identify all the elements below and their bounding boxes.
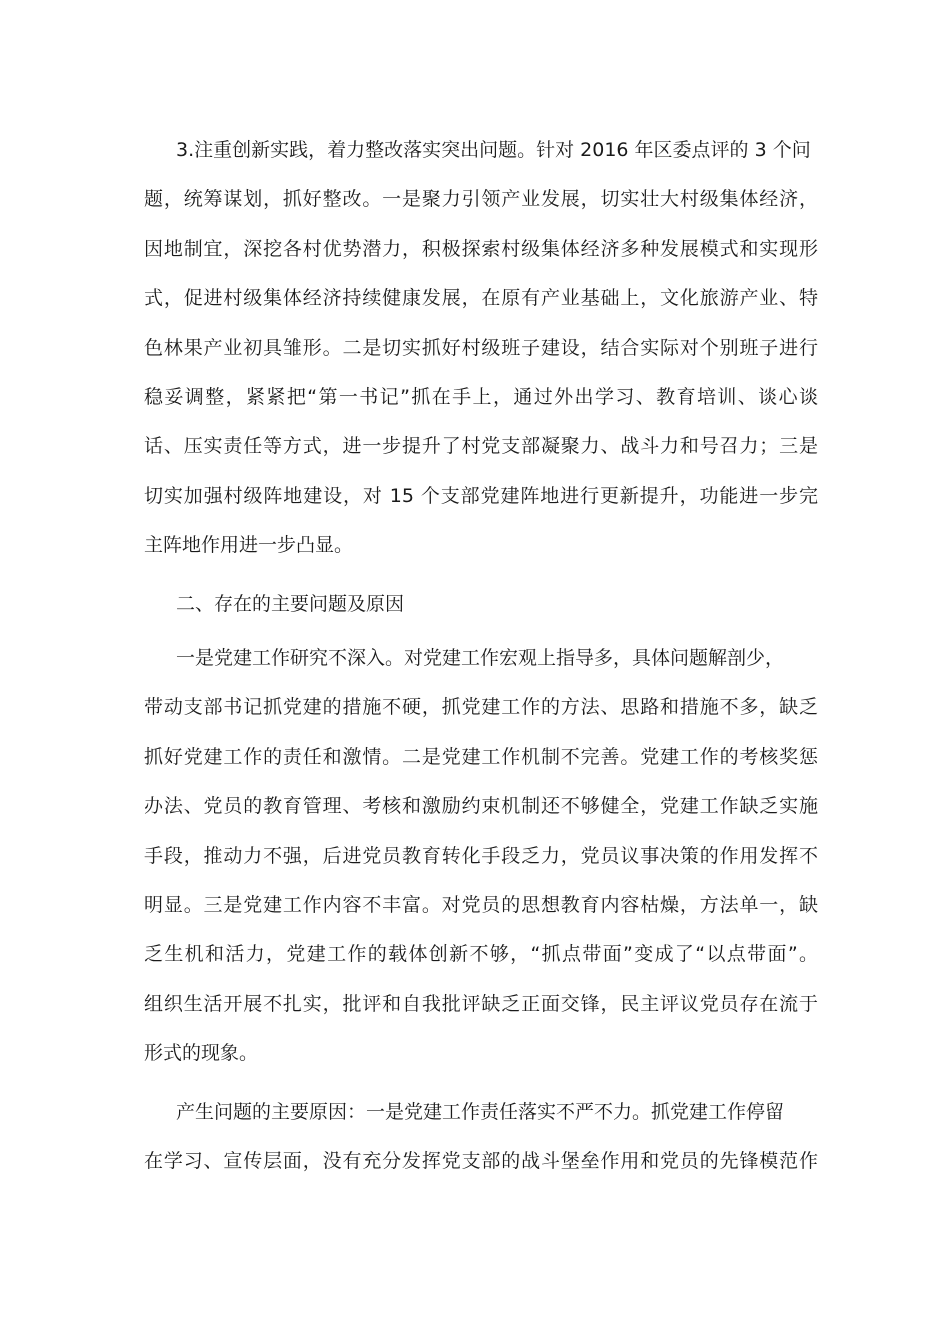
paragraph-line: 办法、党员的教育管理、考核和激励约束机制还不够健全，党建工作缺乏实施 — [144, 795, 818, 818]
paragraph-3 — [144, 634, 818, 1079]
paragraph-line: 话、压实责任等方式，进一步提升了村党支部凝聚力、战斗力和号召力；三是 — [144, 435, 818, 458]
paragraph-line: 主阵地作用进一步凸显。 — [144, 534, 354, 557]
paragraph-line: 稳妥调整，紧紧把“第一书记”抓在手上，通过外出学习、教育培训、谈心谈 — [144, 385, 818, 408]
paragraph-line: 色林果产业初具雏形。二是切实抓好村级班子建设，结合实际对个别班子进行 — [144, 336, 818, 359]
paragraph-line: 题，统筹谋划，抓好整改。一是聚力引领产业发展，切实壮大村级集体经济， — [144, 188, 818, 211]
paragraph-line: 一是党建工作研究不深入。对党建工作宏观上指导多，具体问题解剖少， — [176, 647, 785, 669]
paragraph-line: 抓好党建工作的责任和激情。二是党建工作机制不完善。党建工作的考核奖惩 — [144, 745, 818, 768]
paragraph-4 — [144, 1088, 818, 1187]
paragraph-line: 形式的现象。 — [144, 1042, 259, 1065]
paragraph-line: 3.注重创新实践，着力整改落实突出问题。针对 2016 年区委点评的 3 个问 — [176, 139, 811, 161]
paragraph-line: 明显。三是党建工作内容不丰富。对党员的思想教育内容枯燥，方法单一，缺 — [144, 893, 818, 916]
section-heading — [144, 580, 818, 629]
paragraph-line: 手段，推动力不强，后进党员教育转化手段乏力，党员议事决策的作用发挥不 — [144, 844, 818, 867]
paragraph-line: 乏生机和活力，党建工作的载体创新不够，“抓点带面”变成了“以点带面”。 — [144, 943, 818, 966]
heading-line: 二、存在的主要问题及原因 — [176, 593, 405, 615]
paragraph-line: 式，促进村级集体经济持续健康发展，在原有产业基础上，文化旅游产业、特 — [144, 287, 818, 310]
paragraph-1 — [144, 126, 818, 571]
paragraph-line: 因地制宜，深挖各村优势潜力，积极探索村级集体经济多种发展模式和实现形 — [144, 237, 818, 260]
paragraph-line: 组织生活开展不扎实，批评和自我批评缺乏正面交锋，民主评议党员存在流于 — [144, 992, 818, 1015]
paragraph-line: 在学习、宣传层面，没有充分发挥党支部的战斗堡垒作用和党员的先锋模范作 — [144, 1150, 818, 1173]
paragraph-line: 产生问题的主要原因：一是党建工作责任落实不严不力。抓党建工作停留 — [176, 1101, 785, 1123]
paragraph-line: 带动支部书记抓党建的措施不硬，抓党建工作的方法、思路和措施不多，缺乏 — [144, 696, 818, 719]
paragraph-line: 切实加强村级阵地建设，对 15 个支部党建阵地进行更新提升，功能进一步完 — [144, 484, 818, 507]
